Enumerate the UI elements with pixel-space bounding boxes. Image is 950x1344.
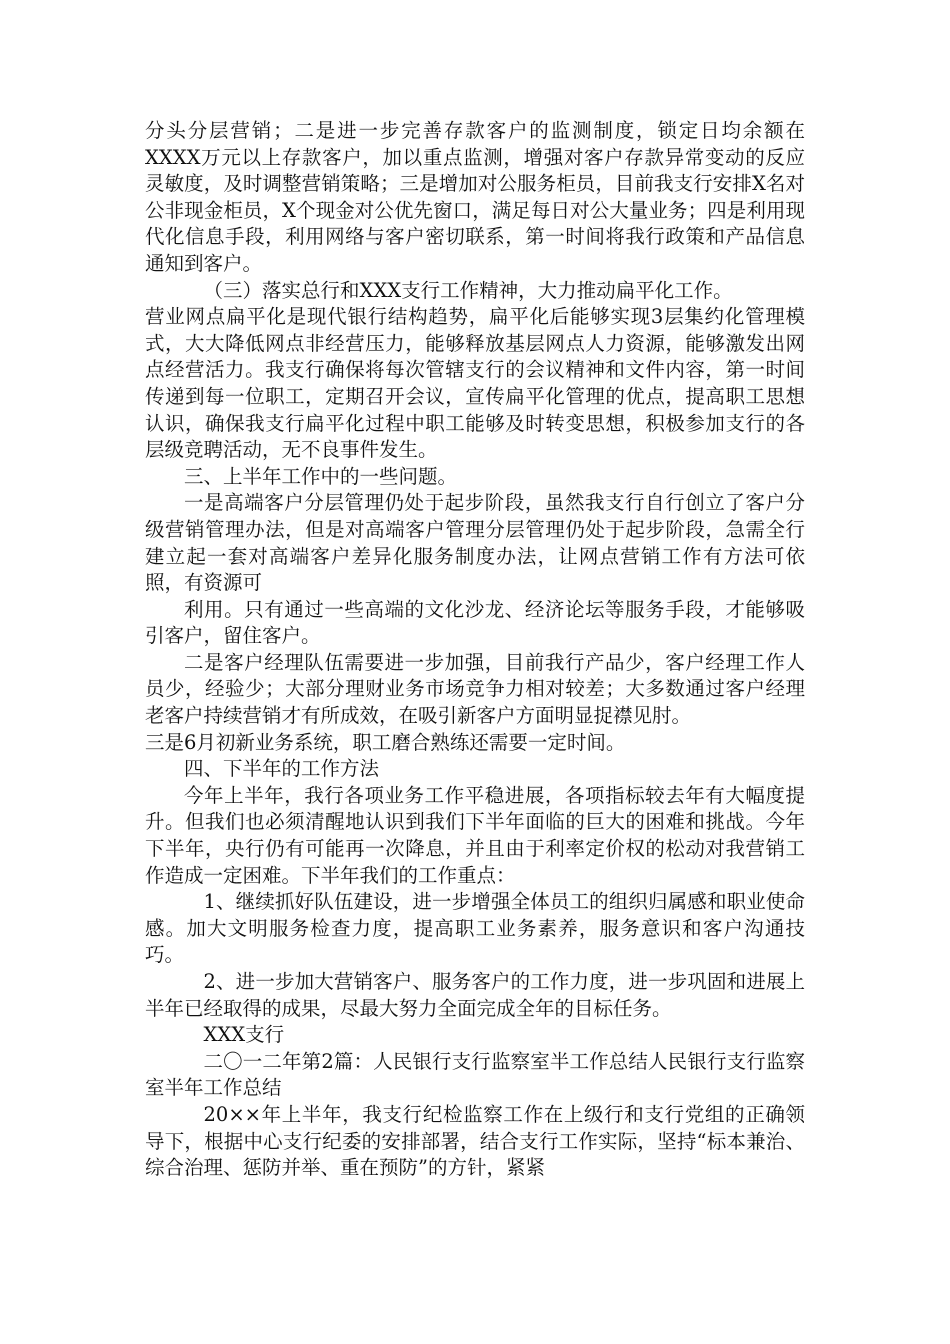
paragraph-methods-intro: 今年上半年，我行各项业务工作平稳进展，各项指标较去年有大幅度提升。但我们也必须清醒地认识到我们下半年面临的巨大的困难和挑战。今年下半年，央行仍有可能再一次降息，并且由于利率定价权的松动对我营销工作造成一定困难。下半年我们的工作重点：: [145, 783, 805, 887]
section-heading-problems: 三、上半年工作中的一些问题。: [184, 464, 458, 488]
paragraph-heading-flattening: （三）落实总行和XXX支行工作精神，大力推动扁平化工作。: [203, 278, 733, 302]
list-item-team-building: 1、继续抓好队伍建设，进一步增强全体员工的组织归属感和职业使命感。加大文明服务检查力度，提高职工业务素养，服务意识和客户沟通技巧。: [145, 890, 805, 967]
paragraph-flattening-detail: 营业网点扁平化是现代银行结构趋势，扁平化后能够实现3层集约化管理模式，大大降低网点非经营压力，能够释放基层网点人力资源，能够激发出网点经营活力。我支行确保将每次管辖支行的会议精神和文件内容，第一时间传递到每一位职工，定期召开会议，宣传扁平化管理的优点，提高职工思想认识，确保我支行扁平化过程中职工能够及时转变思想，积极参加支行的各层级竞聘活动，无不良事件发生。: [145, 305, 805, 462]
paragraph-problem-three: 三是6月初新业务系统，职工磨合熟练还需要一定时间。: [145, 730, 626, 754]
paragraph-second-article-title: 二〇一二年第2篇：人民银行支行监察室半工作总结人民银行支行监察室半年工作总结: [145, 1049, 805, 1100]
document-body: [145, 118, 805, 1182]
paragraph-second-article-body: 20××年上半年，我支行纪检监察工作在上级行和支行党组的正确领导下，根据中心支行纪委的安排部署，结合支行工作实际，坚持“标本兼治、综合治理、惩防并举、重在预防”的方针，紧紧: [145, 1102, 805, 1180]
paragraph-problem-one-continued: 利用。只有通过一些高端的文化沙龙、经济论坛等服务手段，才能够吸引客户，留住客户。: [145, 597, 805, 648]
paragraph-problem-two: 二是客户经理队伍需要进一步加强，目前我行产品少，客户经理工作人员少，经验少；大部分理财业务市场竞争力相对较差；大多数通过客户经理老客户持续营销才有所成效，在吸引新客户方面明显捉襟见肘。: [145, 650, 805, 728]
paragraph-deposit-monitoring: 分头分层营销；二是进一步完善存款客户的监测制度，锁定日均余额在XXXX万元以上存款客户，加以重点监测，增强对客户存款异常变动的反应灵敏度，及时调整营销策略；三是增加对公服务柜员，目前我支行安排X名对公非现金柜员，X个现金对公优先窗口，满足每日对公大量业务；四是利用现代化信息手段，利用网络与客户密切联系，第一时间将我行政策和产品信息通知到客户。: [145, 119, 805, 275]
paragraph-problem-one: 一是高端客户分层管理仍处于起步阶段，虽然我支行自行创立了客户分级营销管理办法，但是对高端客户管理分层管理仍处于起步阶段，急需全行建立起一套对高端客户差异化服务制度办法，让网点营销工作有方法可依照，有资源可: [145, 491, 805, 595]
section-heading-methods: 四、下半年的工作方法: [184, 757, 380, 781]
list-item-marketing: 2、进一步加大营销客户、服务客户的工作力度，进一步巩固和进展上半年已经取得的成果，尽最大努力全面完成全年的目标任务。: [145, 970, 805, 1020]
signature-branch: XXX支行: [203, 1023, 285, 1047]
